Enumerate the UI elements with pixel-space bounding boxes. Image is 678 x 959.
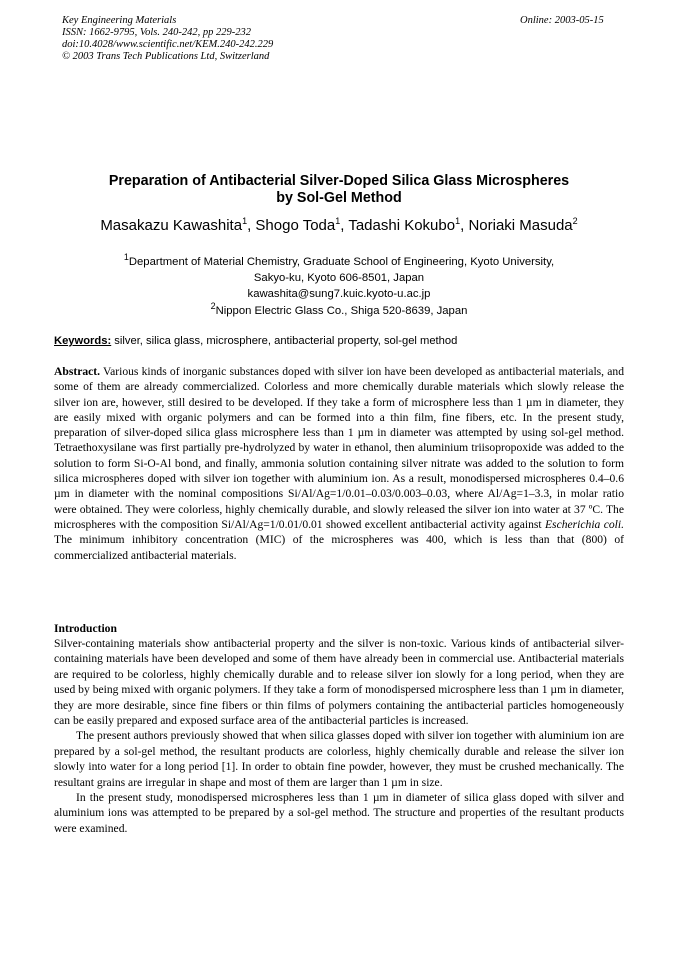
title-line-2: by Sol-Gel Method (276, 190, 402, 206)
introduction-body (54, 636, 624, 836)
title-line-1: Preparation of Antibacterial Silver-Doped Silica Glass Microspheres (108, 173, 570, 189)
journal-name: Key Engineering Materials (62, 15, 177, 26)
affiliations (54, 254, 624, 319)
keywords-text: silver, silica glass, microsphere, antibacterial property, sol-gel method (111, 335, 458, 347)
author-affil-sup: 1 (242, 216, 248, 226)
intro-paragraph-2: The present authors previously showed that when silica glasses doped with silver ion together with aluminium ion are prepared by a sol-gel method, the resultant products are colorless, highly chemically durable and release the silver ion slowly into water for a long period [1]. In order to obtain fine powder, however, they must be crushed mechanically. The resultant grains are irregular in shape and most of them are larger than 1 µm in size. (54, 729, 624, 789)
author-name: Masakazu Kawashita (100, 217, 243, 234)
journal-header (62, 15, 442, 63)
author-affil-sup: 1 (335, 216, 341, 226)
abstract-species: Escherichia coli. (544, 517, 624, 531)
affiliation-1 (54, 254, 624, 270)
author-name: Shogo Toda (255, 217, 336, 234)
issn-line: ISSN: 1662-9795, Vols. 240-242, pp 229-232 (62, 27, 251, 38)
author-affil-sup: 1 (455, 216, 461, 226)
abstract-text-1: Various kinds of inorganic substances doped with silver ion have been developed as antibacterial materials, and some of them are already commercialized. Colorless and more chemically durable materials which slowly release the silver ion are, however, still desired to be developed. If they take a form of microsphere less than 1 µm in diameter, they are easily mixed with organic polymers and can be formed into a thin film, fine fibers, etc. In the present study, preparation of silver-doped silica glass microsphere less than 1 µm in diameter was attempted by using sol-gel method. Tetraethoxysilane was first partially pre-hydrolyzed by water in ethanol, then aluminium triisopropoxide was added to the solution to form Si-O-Al bond, and finally, ammonia solution containing silver nitrate was added to the solution to form silica microspheres doped with silver ion together with aluminium ion. As a result, monodispersed microspheres 0.4–0.6 µm in diameter with the nominal compositions Si/Al/Ag=1/0.01–0.03/0.003–0.03, where Al/Ag=1–3.3, in molar ratio were obtained. They were colorless, highly chemically durable, and slowly released the silver ion into water at 37 ºC. The microspheres with the composition Si/Al/Ag=1/0.01/0.01 showed excellent antibacterial activity against (54, 365, 624, 531)
affiliation-1-sup: 1 (123, 252, 129, 263)
paper-title (54, 173, 624, 207)
intro-paragraph-3: In the present study, monodispersed microspheres less than 1 µm in diameter of silica glass doped with silver and aluminium ions was attempted to be prepared by a sol-gel method. The structure and properties of the resultant products were examined. (54, 791, 624, 835)
affiliation-2-line: Nippon Electric Glass Co., Shiga 520-8639, Japan (215, 304, 468, 317)
author-name: Tadashi Kokubo (348, 217, 456, 234)
author-list (54, 217, 624, 235)
author-affil-sup: 2 (572, 216, 578, 226)
doi-line: doi:10.4028/www.scientific.net/KEM.240-242.229 (62, 39, 274, 50)
author-separator: , (247, 217, 256, 234)
keywords (54, 334, 634, 348)
author-separator: , (460, 217, 469, 234)
affiliation-1-line-2: Sakyo-ku, Kyoto 606-8501, Japan (253, 272, 425, 285)
affiliation-2 (54, 300, 624, 319)
email-address: kawashita@sung7.kuic.kyoto-u.ac.jp (247, 288, 431, 301)
affiliation-2-sup: 2 (210, 300, 216, 311)
intro-paragraph-1: Silver-containing materials show antibacterial property and the silver is non-toxic. Various kinds of antibacterial silver-containing materials have been developed and some of them have already been in commercial use. Antibacterial materials are required to be colorless, highly chemically durable and to release silver ion slowly for a long period, when they are used by being mixed with organic polymers. If they take a form of monodispersed microsphere less than 1 µm in diameter, they are more desirable, since fine fibers or thin films of polymers containing the antibacterial particles homogeneously can be easily prepared and exposed surface area of the antibacterial particles is increased. (54, 637, 624, 728)
author-separator: , (340, 217, 349, 234)
keywords-label: Keywords: (54, 335, 112, 347)
abstract-label: Abstract. (54, 365, 101, 378)
abstract (54, 364, 624, 563)
online-date: Online: 2003-05-15 (520, 15, 604, 26)
affiliation-1-line-1: Department of Material Chemistry, Graduate School of Engineering, Kyoto University, (128, 256, 555, 268)
author-name: Noriaki Masuda (468, 217, 573, 234)
copyright-line: © 2003 Trans Tech Publications Ltd, Switzerland (62, 51, 270, 62)
abstract-text-2: The minimum inhibitory concentration (MIC) of the microspheres was 400, which is less than that (800) of commercialized antibacterial materials. (54, 533, 624, 562)
introduction-heading: Introduction (54, 622, 117, 635)
